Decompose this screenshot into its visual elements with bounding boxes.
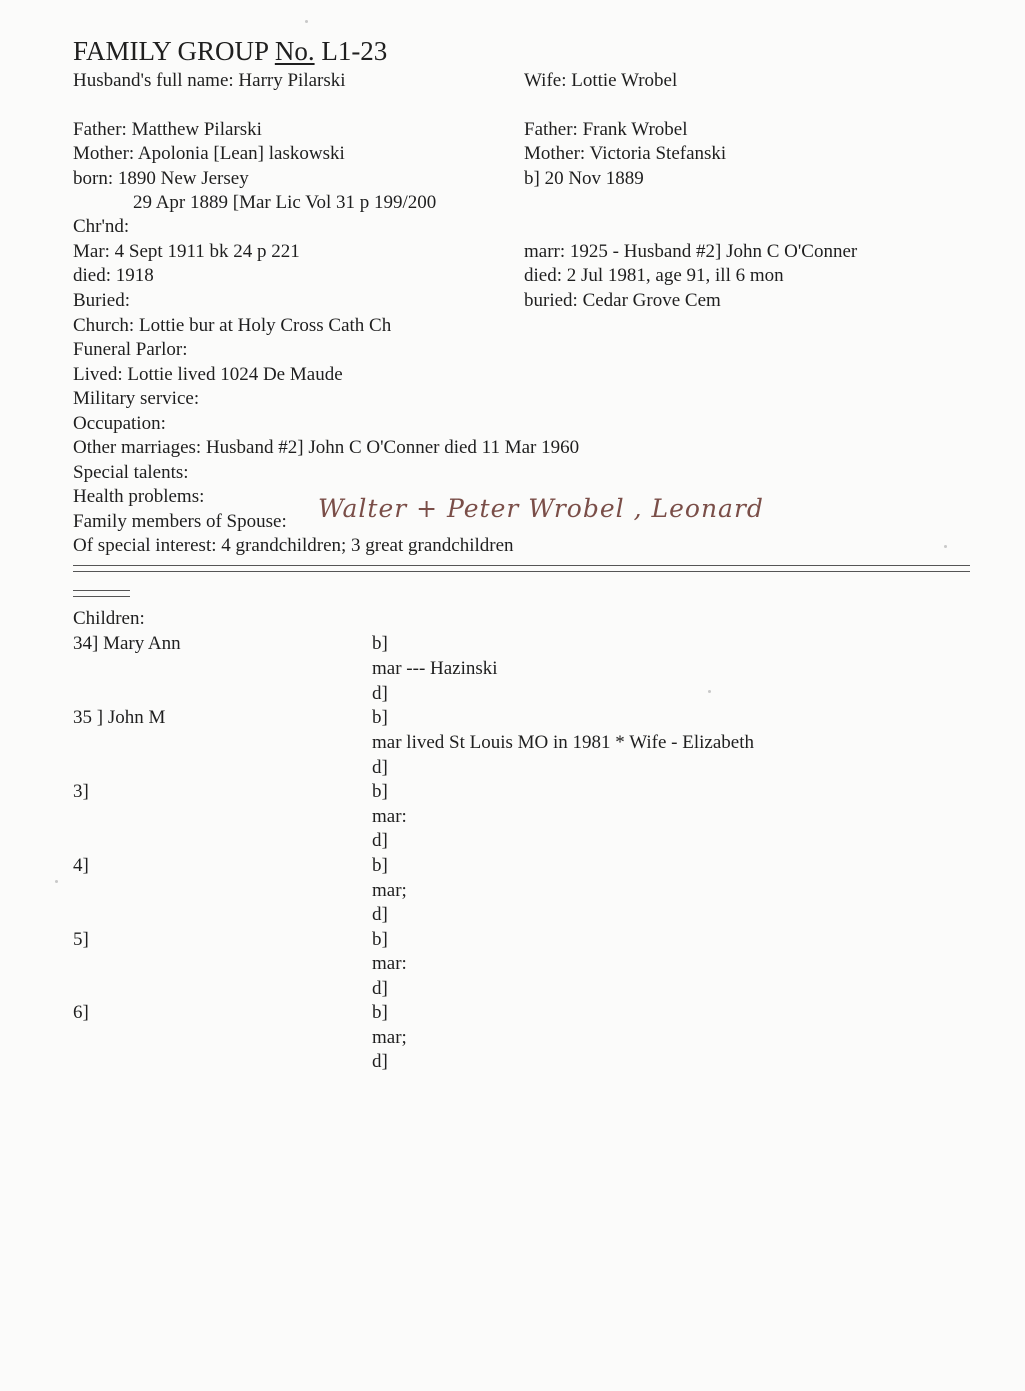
child-died: d] — [372, 1051, 388, 1072]
wife-marriage: marr: 1925 - Husband #2] John C O'Conner — [524, 241, 858, 262]
child-married: mar --- Hazinski — [372, 658, 498, 679]
child-died: d] — [372, 904, 388, 925]
child-born: b] — [372, 929, 388, 950]
wife-father: Father: Frank Wrobel — [524, 119, 688, 140]
special-talents: Special talents: — [73, 462, 189, 483]
child-born: b] — [372, 1002, 388, 1023]
wife-born: b] 20 Nov 1889 — [524, 168, 644, 189]
page-title — [73, 36, 387, 66]
title-id: L1-23 — [314, 36, 388, 66]
child-born: b] — [372, 855, 388, 876]
scan-speck — [55, 880, 58, 883]
spouse-family-label: Family members of Spouse: — [73, 511, 287, 532]
wife-mother: Mother: Victoria Stefanski — [524, 143, 727, 164]
health-problems: Health problems: — [73, 486, 205, 507]
funeral-parlor: Funeral Parlor: — [73, 339, 188, 360]
child-died: d] — [372, 757, 388, 778]
separator-rule-short — [73, 590, 130, 597]
child-name: 5] — [73, 929, 89, 950]
husband-born-note: 29 Apr 1889 [Mar Lic Vol 31 p 199/200 — [133, 192, 437, 213]
title-prefix: FAMILY GROUP — [73, 36, 275, 66]
child-born: b] — [372, 633, 388, 654]
husband-buried: Buried: — [73, 290, 130, 311]
scan-speck — [944, 545, 947, 548]
church: Church: Lottie bur at Holy Cross Cath Ch — [73, 315, 392, 336]
husband-marriage: Mar: 4 Sept 1911 bk 24 p 221 — [73, 241, 300, 262]
child-died: d] — [372, 978, 388, 999]
child-died: d] — [372, 683, 388, 704]
child-married: mar lived St Louis MO in 1981 * Wife - Elizabeth — [372, 732, 754, 753]
child-married: mar; — [372, 880, 407, 901]
wife-died: died: 2 Jul 1981, age 91, ill 6 mon — [524, 265, 784, 286]
wife-name: Wife: Lottie Wrobel — [524, 70, 678, 91]
special-interest: Of special interest: 4 grandchildren; 3 great grandchildren — [73, 535, 514, 556]
husband-christened: Chr'nd: — [73, 216, 130, 237]
husband-father: Father: Matthew Pilarski — [73, 119, 262, 140]
children-label: Children: — [73, 608, 145, 629]
husband-born: born: 1890 New Jersey — [73, 168, 249, 189]
child-name: 4] — [73, 855, 89, 876]
separator-rule — [73, 565, 970, 572]
husband-died: died: 1918 — [73, 265, 154, 286]
spouse-family-handwritten: Walter + Peter Wrobel , Leonard — [318, 494, 764, 523]
occupation: Occupation: — [73, 413, 166, 434]
child-died: d] — [372, 830, 388, 851]
wife-buried: buried: Cedar Grove Cem — [524, 290, 721, 311]
child-name: 6] — [73, 1002, 89, 1023]
child-married: mar: — [372, 806, 407, 827]
child-name: 34] Mary Ann — [73, 633, 181, 654]
lived: Lived: Lottie lived 1024 De Maude — [73, 364, 343, 385]
child-name: 3] — [73, 781, 89, 802]
other-marriages: Other marriages: Husband #2] John C O'Conner died 11 Mar 1960 — [73, 437, 580, 458]
title-no: No. — [274, 36, 315, 66]
child-name: 35 ] John M — [73, 707, 166, 728]
military-service: Military service: — [73, 388, 200, 409]
child-born: b] — [372, 781, 388, 802]
scan-speck — [305, 20, 308, 23]
husband-mother: Mother: Apolonia [Lean] laskowski — [73, 143, 345, 164]
husband-name: Husband's full name: Harry Pilarski — [73, 70, 346, 91]
child-married: mar; — [372, 1027, 407, 1048]
child-married: mar: — [372, 953, 407, 974]
scan-speck — [708, 690, 711, 693]
child-born: b] — [372, 707, 388, 728]
